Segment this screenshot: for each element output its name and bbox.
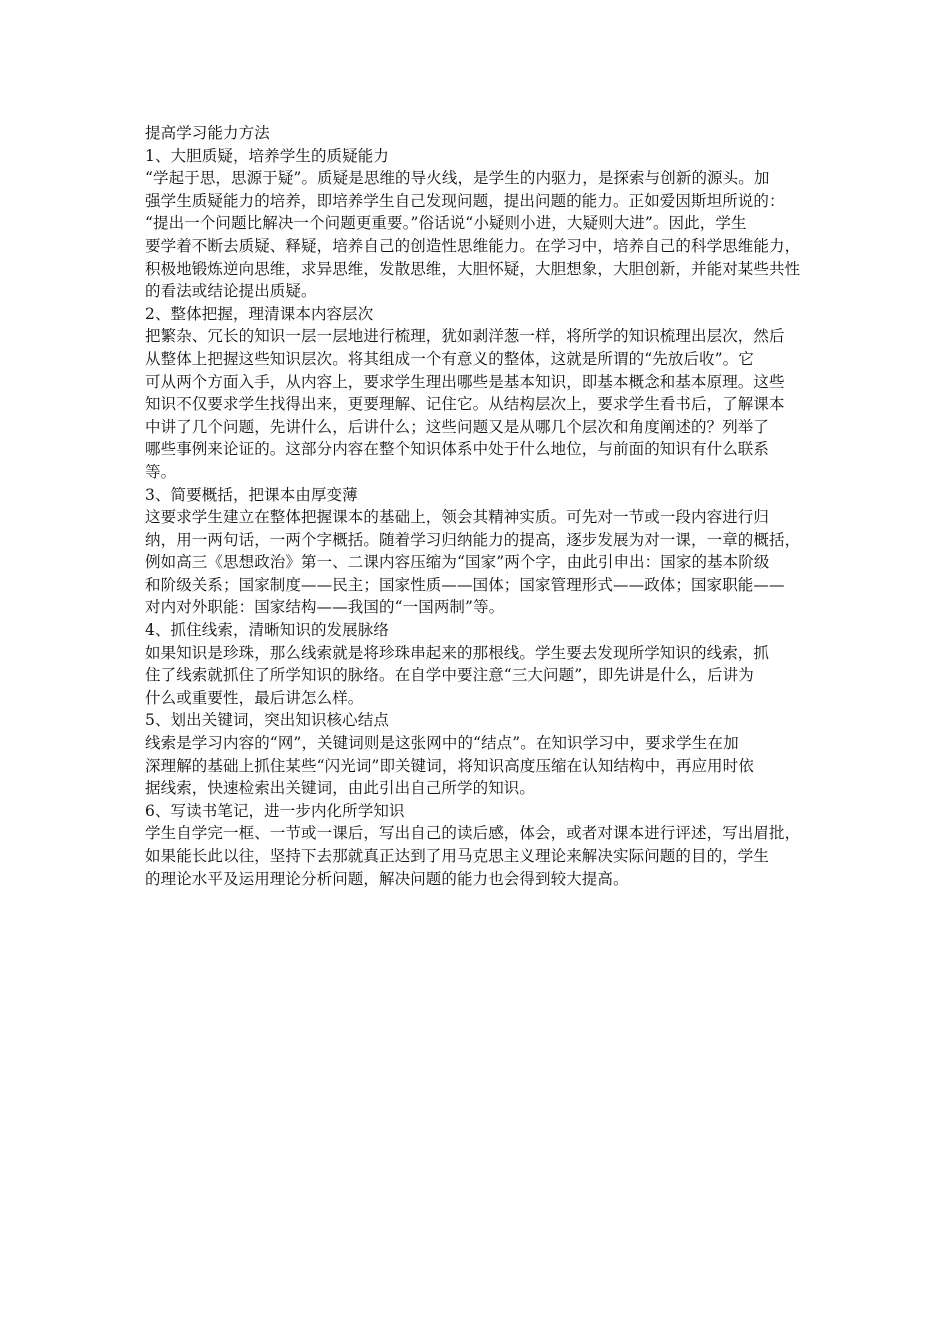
text-line: 的看法或结论提出质疑。	[145, 282, 317, 301]
text-line: 如果能长此以往，坚持下去那就真正达到了用马克思主义理论来解决实际问题的目的，学生	[145, 847, 770, 865]
text-line: 这要求学生建立在整体把握课本的基础上，领会其精神实质。可先对一节或一段内容进行归	[145, 508, 770, 527]
section-heading-3: 3、简要概括，把课本由厚变薄	[145, 485, 358, 504]
text-line: 积极地锻炼逆向思维，求异思维，发散思维，大胆怀疑，大胆想象，大胆创新，并能对某些共性	[145, 259, 801, 278]
text-line: 对内对外职能：国家结构——我国的“一国两制”等。	[145, 598, 505, 617]
text-line: 把繁杂、冗长的知识一层一层地进行梳理，犹如剥洋葱一样，将所学的知识梳理出层次，然后	[145, 327, 785, 346]
text-line: 等。	[145, 462, 177, 481]
text-line: 哪些事例来论证的。这部分内容在整个知识体系中处于什么地位，与前面的知识有什么联系	[145, 440, 770, 459]
text-line: 的理论水平及运用理论分析问题，解决问题的能力也会得到较大提高。	[145, 869, 629, 888]
text-line: 线索是学习内容的“网”，关键词则是这张网中的“结点”。在知识学习中，要求学生在加	[145, 734, 739, 753]
section-heading-4: 4、抓住线索，清晰知识的发展脉络	[145, 621, 389, 640]
text-line: 从整体上把握这些知识层次。将其组成一个有意义的整体，这就是所谓的“先放后收”。它	[145, 349, 754, 368]
section-heading-1: 1、大胆质疑，培养学生的质疑能力	[145, 146, 389, 165]
section-heading-2: 2、整体把握，理清课本内容层次	[145, 304, 374, 323]
text-line: 如果知识是珍珠，那么线索就是将珍珠串起来的那根线。学生要去发现所学知识的线索，抓	[145, 643, 770, 662]
text-line: 强学生质疑能力的培养，即培养学生自己发现问题，提出问题的能力。正如爱因斯坦所说的：	[145, 191, 785, 210]
section-heading-5: 5、划出关键词，突出知识核心结点	[145, 711, 389, 730]
text-line: 可从两个方面入手，从内容上，要求学生理出哪些是基本知识，即基本概念和基本原理。这些	[145, 372, 785, 391]
text-line: “学起于思，思源于疑”。质疑是思维的导火线，是学生的内驱力，是探索与创新的源头。加	[145, 169, 770, 188]
document-body	[145, 122, 810, 890]
text-line: 深理解的基础上抓住某些“闪光词”即关键词，将知识高度压缩在认知结构中，再应用时依	[145, 756, 754, 775]
text-line: 知识不仅要求学生找得出来，更要理解、记住它。从结构层次上，要求学生看书后，了解课本	[145, 395, 785, 414]
text-line: 学生自学完一框、一节或一课后，写出自己的读后感，体会，或者对课本进行评述，写出眉批，	[145, 824, 801, 843]
section-heading-6: 6、写读书笔记，进一步内化所学知识	[145, 801, 405, 820]
text-line: 据线索，快速检索出关键词，由此引出自己所学的知识。	[145, 779, 536, 798]
document-title: 提高学习能力方法	[145, 124, 270, 142]
text-line: 例如高三《思想政治》第一、二课内容压缩为“国家”两个字，由此引申出：国家的基本阶级	[145, 553, 770, 572]
text-line: 要学着不断去质疑、释疑，培养自己的创造性思维能力。在学习中，培养自己的科学思维能力，	[145, 236, 801, 255]
text-line: 住了线索就抓住了所学知识的脉络。在自学中要注意“三大问题”，即先讲是什么，后讲为	[145, 666, 754, 685]
text-line: “提出一个问题比解决一个问题更重要。”俗话说“小疑则小进，大疑则大进”。因此，学生	[145, 214, 747, 233]
text-line: 什么或重要性，最后讲怎么样。	[145, 688, 364, 707]
text-line: 和阶级关系；国家制度——民主；国家性质——国体；国家管理形式——政体；国家职能——	[145, 575, 785, 594]
text-line: 纳，用一两句话，一两个字概括。随着学习归纳能力的提高，逐步发展为对一课，一章的概括，	[145, 530, 801, 549]
text-line: 中讲了几个问题，先讲什么，后讲什么；这些问题又是从哪几个层次和角度阐述的？列举了	[145, 417, 770, 436]
